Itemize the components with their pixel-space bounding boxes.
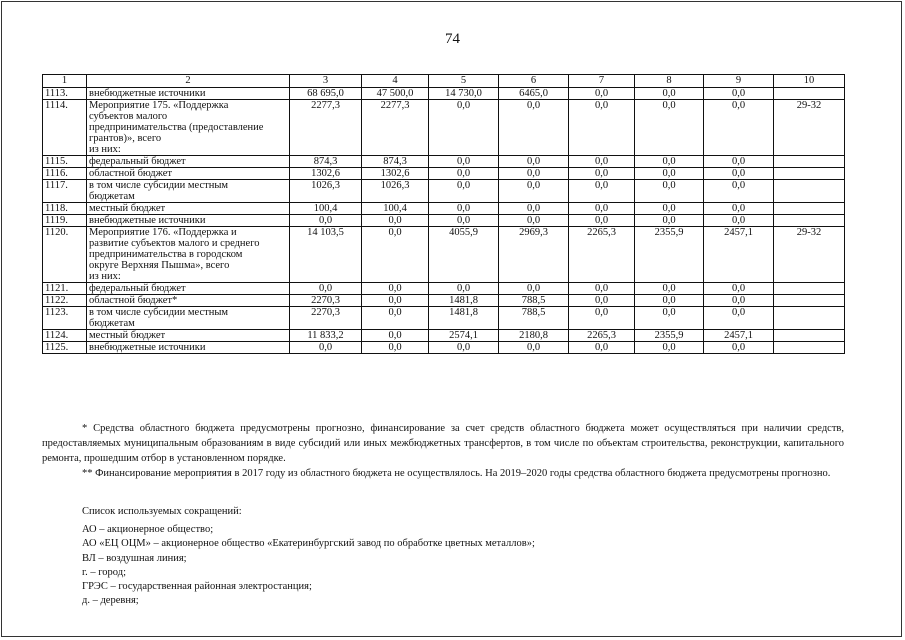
column-header: 7: [569, 75, 635, 88]
abbreviation-item: АО «ЕЦ ОЦМ» – акционерное общество «Екатеринбургский завод по обработке цветных металлов»;: [82, 538, 535, 550]
abbreviation-item: ГРЭС – государственная районная электростанция;: [82, 581, 312, 593]
value-cell: 0,0: [635, 295, 704, 307]
value-cell: 0,0: [704, 283, 774, 295]
value-cell: 0,0: [499, 100, 569, 156]
value-cell: 0,0: [704, 156, 774, 168]
target-indicator-cell: 29-32: [774, 100, 845, 156]
description-line: областной бюджет*: [89, 295, 178, 306]
value-cell: 14 103,5: [290, 227, 362, 283]
description-line: из них:: [89, 271, 121, 282]
table-row: [43, 168, 845, 180]
table-row: [43, 342, 845, 354]
value-cell: 0,0: [635, 215, 704, 227]
table-header-row: [43, 75, 845, 88]
value-cell: 0,0: [635, 203, 704, 215]
value-cell: 11 833,2: [290, 330, 362, 342]
page-number: 74: [445, 31, 460, 47]
row-description: [87, 227, 290, 283]
value-cell: 0,0: [499, 215, 569, 227]
value-cell: 0,0: [569, 215, 635, 227]
target-indicator-cell: [774, 342, 845, 354]
value-cell: 0,0: [569, 283, 635, 295]
value-cell: 0,0: [290, 215, 362, 227]
row-description: [87, 342, 290, 354]
table-row: [43, 180, 845, 203]
column-header: 10: [774, 75, 845, 88]
value-cell: 68 695,0: [290, 88, 362, 100]
value-cell: 0,0: [429, 168, 499, 180]
row-description: [87, 283, 290, 295]
value-cell: 0,0: [569, 295, 635, 307]
column-header: 3: [290, 75, 362, 88]
value-cell: 1302,6: [362, 168, 429, 180]
target-indicator-cell: [774, 168, 845, 180]
description-line: внебюджетные источники: [89, 88, 206, 99]
value-cell: 0,0: [569, 88, 635, 100]
row-description: [87, 180, 290, 203]
row-number: 1115.: [43, 156, 87, 168]
value-cell: 1481,8: [429, 307, 499, 330]
footnotes: [42, 421, 844, 481]
value-cell: 0,0: [499, 203, 569, 215]
row-number: 1119.: [43, 215, 87, 227]
column-header: 5: [429, 75, 499, 88]
value-cell: 0,0: [704, 180, 774, 203]
description-line: предпринимательства в городском: [89, 249, 243, 260]
value-cell: 47 500,0: [362, 88, 429, 100]
table-row: [43, 215, 845, 227]
row-description: [87, 330, 290, 342]
value-cell: 0,0: [429, 180, 499, 203]
value-cell: 2180,8: [499, 330, 569, 342]
abbreviation-item: д. – деревня;: [82, 595, 139, 607]
table-row: [43, 227, 845, 283]
value-cell: 0,0: [569, 156, 635, 168]
row-description: [87, 156, 290, 168]
value-cell: 0,0: [704, 203, 774, 215]
value-cell: 0,0: [499, 156, 569, 168]
footnote-single-star: * Средства областного бюджета предусмотрены прогнозно, финансирование за счет средств областного бюджета может осуществляться при наличии средств, предоставляемых муниципальным образованиям в виде субсидий или иных межбюджетных трансфертов, в том числе по объектам строительства, реконструкции, капитального ремонта, прошедшим отбор в установленном порядке.: [42, 423, 844, 464]
value-cell: 100,4: [362, 203, 429, 215]
column-header: 2: [87, 75, 290, 88]
column-header: 4: [362, 75, 429, 88]
value-cell: 0,0: [362, 283, 429, 295]
row-description: [87, 88, 290, 100]
value-cell: 2574,1: [429, 330, 499, 342]
value-cell: 2277,3: [290, 100, 362, 156]
table-row: [43, 330, 845, 342]
target-indicator-cell: 29-32: [774, 227, 845, 283]
target-indicator-cell: [774, 203, 845, 215]
value-cell: 0,0: [569, 168, 635, 180]
value-cell: 0,0: [704, 215, 774, 227]
value-cell: 788,5: [499, 295, 569, 307]
footnote-double-star: ** Финансирование мероприятия в 2017 году из областного бюджета не осуществлялось. На 2019–2020 годы средства областного бюджета предусмотрены прогнозно.: [82, 468, 831, 479]
value-cell: 2969,3: [499, 227, 569, 283]
value-cell: 0,0: [635, 168, 704, 180]
description-line: предпринимательства (предоставление: [89, 122, 264, 133]
value-cell: 2265,3: [569, 227, 635, 283]
row-number: 1125.: [43, 342, 87, 354]
value-cell: 2270,3: [290, 307, 362, 330]
row-description: [87, 295, 290, 307]
column-header: 6: [499, 75, 569, 88]
value-cell: 0,0: [362, 342, 429, 354]
description-line: внебюджетные источники: [89, 215, 206, 226]
description-line: областной бюджет: [89, 168, 172, 179]
value-cell: 2457,1: [704, 330, 774, 342]
target-indicator-cell: [774, 307, 845, 330]
value-cell: 0,0: [635, 307, 704, 330]
value-cell: 0,0: [569, 307, 635, 330]
column-header: 1: [43, 75, 87, 88]
value-cell: 0,0: [569, 100, 635, 156]
value-cell: 0,0: [429, 283, 499, 295]
target-indicator-cell: [774, 330, 845, 342]
description-line: бюджетам: [89, 191, 135, 202]
table-row: [43, 307, 845, 330]
description-line: округе Верхняя Пышма», всего: [89, 260, 230, 271]
description-line: в том числе субсидии местным: [89, 307, 229, 318]
row-number: 1120.: [43, 227, 87, 283]
abbreviation-item: АО – акционерное общество;: [82, 524, 214, 536]
table-row: [43, 88, 845, 100]
value-cell: 0,0: [704, 88, 774, 100]
target-indicator-cell: [774, 295, 845, 307]
value-cell: 0,0: [362, 227, 429, 283]
value-cell: 0,0: [362, 330, 429, 342]
value-cell: 0,0: [569, 203, 635, 215]
value-cell: 0,0: [704, 295, 774, 307]
value-cell: 14 730,0: [429, 88, 499, 100]
value-cell: 0,0: [362, 295, 429, 307]
value-cell: 0,0: [704, 307, 774, 330]
target-indicator-cell: [774, 156, 845, 168]
row-number: 1113.: [43, 88, 87, 100]
value-cell: 2270,3: [290, 295, 362, 307]
row-number: 1123.: [43, 307, 87, 330]
value-cell: 0,0: [290, 283, 362, 295]
table-body: [43, 88, 845, 354]
value-cell: 0,0: [569, 180, 635, 203]
abbreviations-title: Список используемых сокращений:: [82, 506, 242, 517]
table-row: [43, 295, 845, 307]
value-cell: 0,0: [635, 88, 704, 100]
description-line: федеральный бюджет: [89, 283, 186, 294]
table-row: [43, 100, 845, 156]
value-cell: 0,0: [362, 307, 429, 330]
value-cell: 1026,3: [290, 180, 362, 203]
description-line: из них:: [89, 144, 121, 155]
value-cell: 0,0: [704, 100, 774, 156]
value-cell: 0,0: [635, 156, 704, 168]
row-number: 1122.: [43, 295, 87, 307]
value-cell: 0,0: [704, 168, 774, 180]
description-line: грантов)», всего: [89, 133, 162, 144]
row-description: [87, 203, 290, 215]
row-number: 1116.: [43, 168, 87, 180]
description-line: Мероприятие 175. «Поддержка: [89, 100, 229, 111]
description-line: субъектов малого: [89, 111, 168, 122]
value-cell: 0,0: [429, 203, 499, 215]
value-cell: 0,0: [704, 342, 774, 354]
value-cell: 0,0: [362, 215, 429, 227]
value-cell: 0,0: [429, 100, 499, 156]
description-line: местный бюджет: [89, 203, 166, 214]
row-description: [87, 307, 290, 330]
value-cell: 0,0: [635, 180, 704, 203]
value-cell: 2265,3: [569, 330, 635, 342]
value-cell: 2457,1: [704, 227, 774, 283]
target-indicator-cell: [774, 215, 845, 227]
description-line: внебюджетные источники: [89, 342, 206, 353]
value-cell: 788,5: [499, 307, 569, 330]
value-cell: 0,0: [635, 283, 704, 295]
value-cell: 2355,9: [635, 227, 704, 283]
value-cell: 1026,3: [362, 180, 429, 203]
column-header: 9: [704, 75, 774, 88]
value-cell: 4055,9: [429, 227, 499, 283]
row-number: 1124.: [43, 330, 87, 342]
table-row: [43, 156, 845, 168]
description-line: местный бюджет: [89, 330, 166, 341]
value-cell: 0,0: [569, 342, 635, 354]
target-indicator-cell: [774, 283, 845, 295]
row-description: [87, 215, 290, 227]
table-row: [43, 283, 845, 295]
abbreviation-item: ВЛ – воздушная линия;: [82, 552, 187, 564]
value-cell: 0,0: [429, 215, 499, 227]
description-line: Мероприятие 176. «Поддержка и: [89, 227, 237, 238]
abbreviation-item: г. – город;: [82, 566, 126, 578]
abbreviations-list: [82, 505, 842, 608]
value-cell: 0,0: [635, 100, 704, 156]
value-cell: 0,0: [499, 168, 569, 180]
target-indicator-cell: [774, 180, 845, 203]
description-line: в том числе субсидии местным: [89, 180, 229, 191]
row-number: 1121.: [43, 283, 87, 295]
value-cell: 0,0: [635, 342, 704, 354]
table-row: [43, 203, 845, 215]
column-header: 8: [635, 75, 704, 88]
value-cell: 0,0: [499, 342, 569, 354]
value-cell: 1302,6: [290, 168, 362, 180]
value-cell: 874,3: [290, 156, 362, 168]
target-indicator-cell: [774, 88, 845, 100]
row-number: 1118.: [43, 203, 87, 215]
description-line: федеральный бюджет: [89, 156, 186, 167]
value-cell: 1481,8: [429, 295, 499, 307]
value-cell: 874,3: [362, 156, 429, 168]
description-line: развитие субъектов малого и среднего: [89, 238, 260, 249]
row-number: 1117.: [43, 180, 87, 203]
value-cell: 0,0: [429, 342, 499, 354]
value-cell: 0,0: [499, 180, 569, 203]
row-description: [87, 168, 290, 180]
value-cell: 100,4: [290, 203, 362, 215]
row-number: 1114.: [43, 100, 87, 156]
value-cell: 0,0: [290, 342, 362, 354]
budget-table: [42, 74, 845, 354]
value-cell: 2355,9: [635, 330, 704, 342]
value-cell: 0,0: [499, 283, 569, 295]
value-cell: 6465,0: [499, 88, 569, 100]
row-description: [87, 100, 290, 156]
value-cell: 2277,3: [362, 100, 429, 156]
value-cell: 0,0: [429, 156, 499, 168]
description-line: бюджетам: [89, 318, 135, 329]
